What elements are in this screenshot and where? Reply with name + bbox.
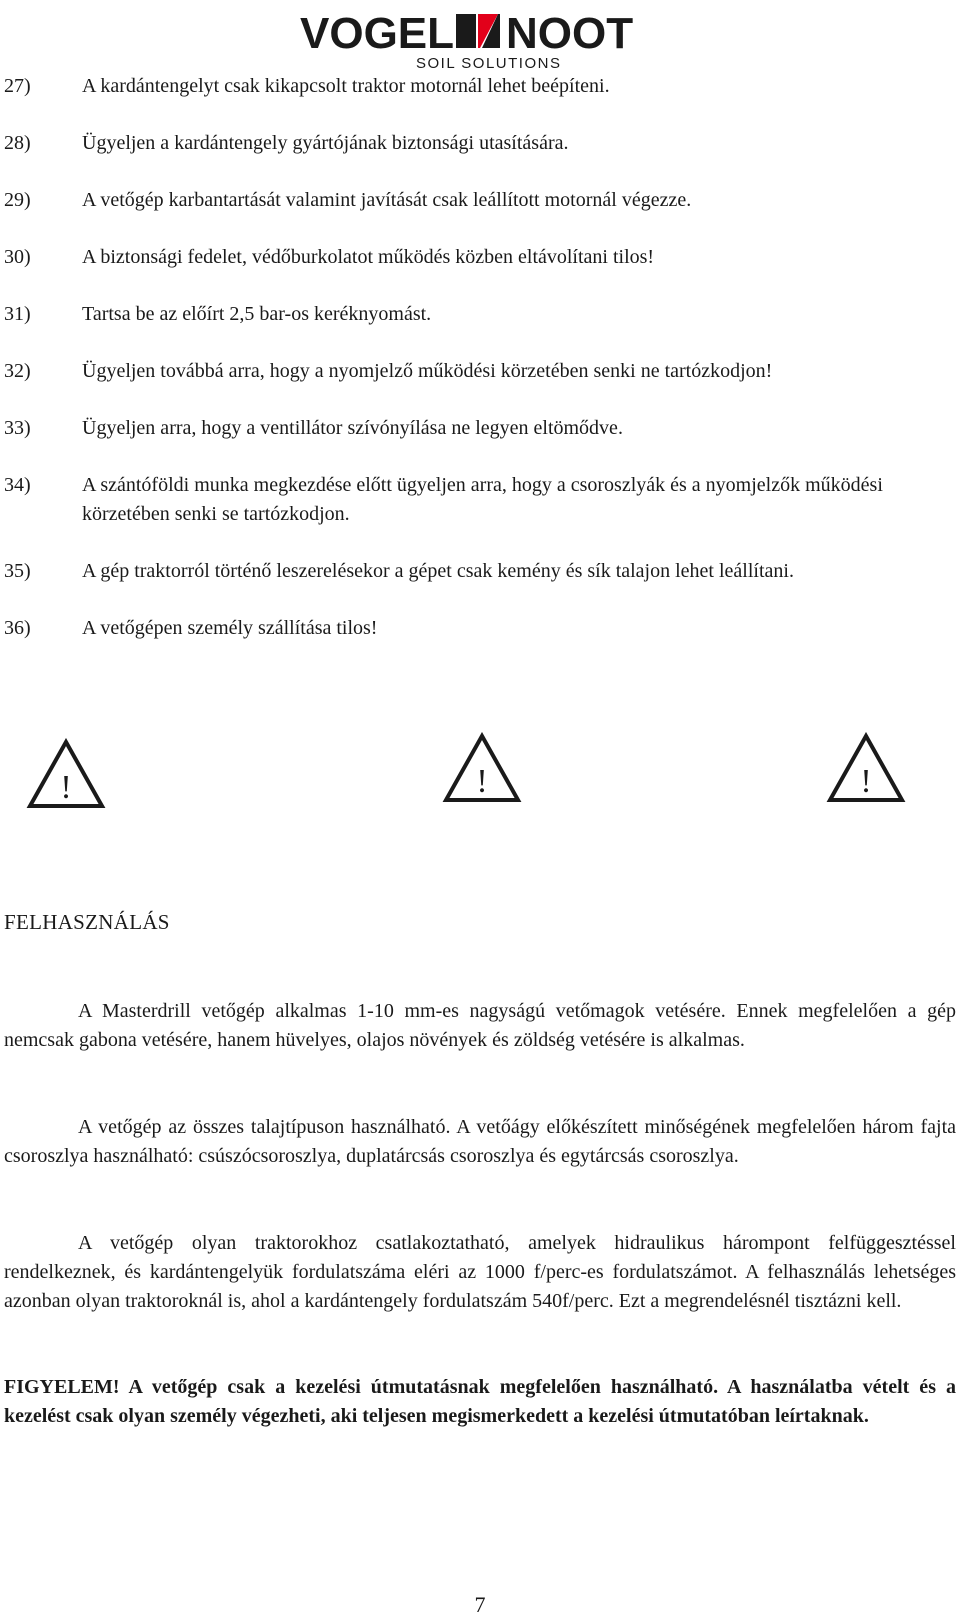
warning-symbols: [0, 738, 960, 838]
item-text: A kardántengelyt csak kikapcsolt traktor motornál lehet beépíteni.: [82, 75, 610, 97]
logo-mark-icon: [456, 14, 500, 48]
list-item: [0, 471, 960, 529]
item-number: 30): [4, 246, 31, 268]
svg-text:!: !: [476, 763, 488, 800]
logo-tagline: SOIL SOLUTIONS: [416, 55, 562, 72]
item-number: 29): [4, 189, 31, 211]
list-item: [0, 614, 960, 643]
list-item: [0, 129, 960, 158]
list-item: [0, 557, 960, 586]
list-item: [0, 414, 960, 443]
item-number: 31): [4, 303, 31, 325]
item-text: Tartsa be az előírt 2,5 bar-os keréknyomást.: [82, 303, 432, 325]
item-number: 36): [4, 617, 31, 639]
list-item: [0, 72, 960, 101]
logo-text-right: NOOT: [506, 9, 634, 58]
item-number: 28): [4, 132, 31, 154]
warning-triangle-icon: [442, 732, 522, 804]
warning-notice: FIGYELEM! A vetőgép csak a kezelési útmutatásnak megfelelően használható. A használatba vételt és a kezelést csak olyan személy végezheti, aki teljesen megismerkedett a kezelési útmutatóban leírtaknak.: [4, 1376, 956, 1427]
item-text: A vetőgépen személy szállítása tilos!: [82, 617, 378, 639]
item-text: A vetőgép karbantartását valamint javítását csak leállított motornál végezze.: [82, 189, 692, 211]
warning-triangle-icon: [826, 732, 906, 804]
page-number: 7: [474, 1592, 486, 1617]
item-text: Ügyeljen arra, hogy a ventillátor szívónyílása ne legyen eltömődve.: [82, 417, 623, 439]
svg-text:!: !: [60, 769, 72, 806]
item-text: Ügyeljen a kardántengely gyártójának biztonsági utasítására.: [82, 132, 569, 154]
logo-text-left: VOGEL: [300, 9, 455, 58]
item-number: 33): [4, 417, 31, 439]
warning-triangle-icon: [26, 738, 106, 810]
safety-instructions-list: [0, 72, 960, 671]
item-text: A gép traktorról történő leszerelésekor a gépet csak kemény és sík talajon lehet leállítani.: [82, 560, 794, 582]
list-item: [0, 300, 960, 329]
section-heading: FELHASZNÁLÁS: [4, 910, 170, 934]
item-number: 34): [4, 474, 31, 496]
body-paragraph: A vetőgép az összes talajtípuson használható. A vetőágy előkészített minőségének megfelelően három fajta csoroszlya használható: csúszócsoroszlya, duplatárcsás csoroszlya és egytárcsás csoroszlya.: [4, 1116, 956, 1167]
item-number: 32): [4, 360, 31, 382]
svg-text:!: !: [860, 763, 872, 800]
item-number: 27): [4, 75, 31, 97]
list-item: [0, 186, 960, 215]
item-text: A biztonsági fedelet, védőburkolatot működés közben eltávolítani tilos!: [82, 246, 655, 268]
list-item: [0, 357, 960, 386]
body-paragraph: A vetőgép olyan traktorokhoz csatlakoztatható, amelyek hidraulikus hárompont felfüggesztéssel rendelkeznek, és kardántengelyük fordulatszáma eléri az 1000 f/perc-es fordulatszámot. A felhasználás lehetséges azonban olyan traktoroknál is, ahol a kardántengely fordulatszám 540f/perc. Ezt a megrendelésnél tisztázni kell.: [4, 1232, 956, 1312]
item-text: A szántóföldi munka megkezdése előtt ügyeljen arra, hogy a csoroszlyák és a nyomjelzők működési körzetében senki se tartózkodjon.: [82, 474, 883, 525]
body-paragraph: A Masterdrill vetőgép alkalmas 1-10 mm-es nagyságú vetőmagok vetésére. Ennek megfelelően a gép nemcsak gabona vetésére, hanem hüvelyes, olajos növények és zöldség vetésére is alkalmas.: [4, 1000, 956, 1051]
brand-logo: [300, 6, 660, 72]
item-text: Ügyeljen továbbá arra, hogy a nyomjelző működési körzetében senki ne tartózkodjon!: [82, 360, 773, 382]
vogel-noot-logo: [300, 6, 660, 72]
list-item: [0, 243, 960, 272]
item-number: 35): [4, 560, 31, 582]
